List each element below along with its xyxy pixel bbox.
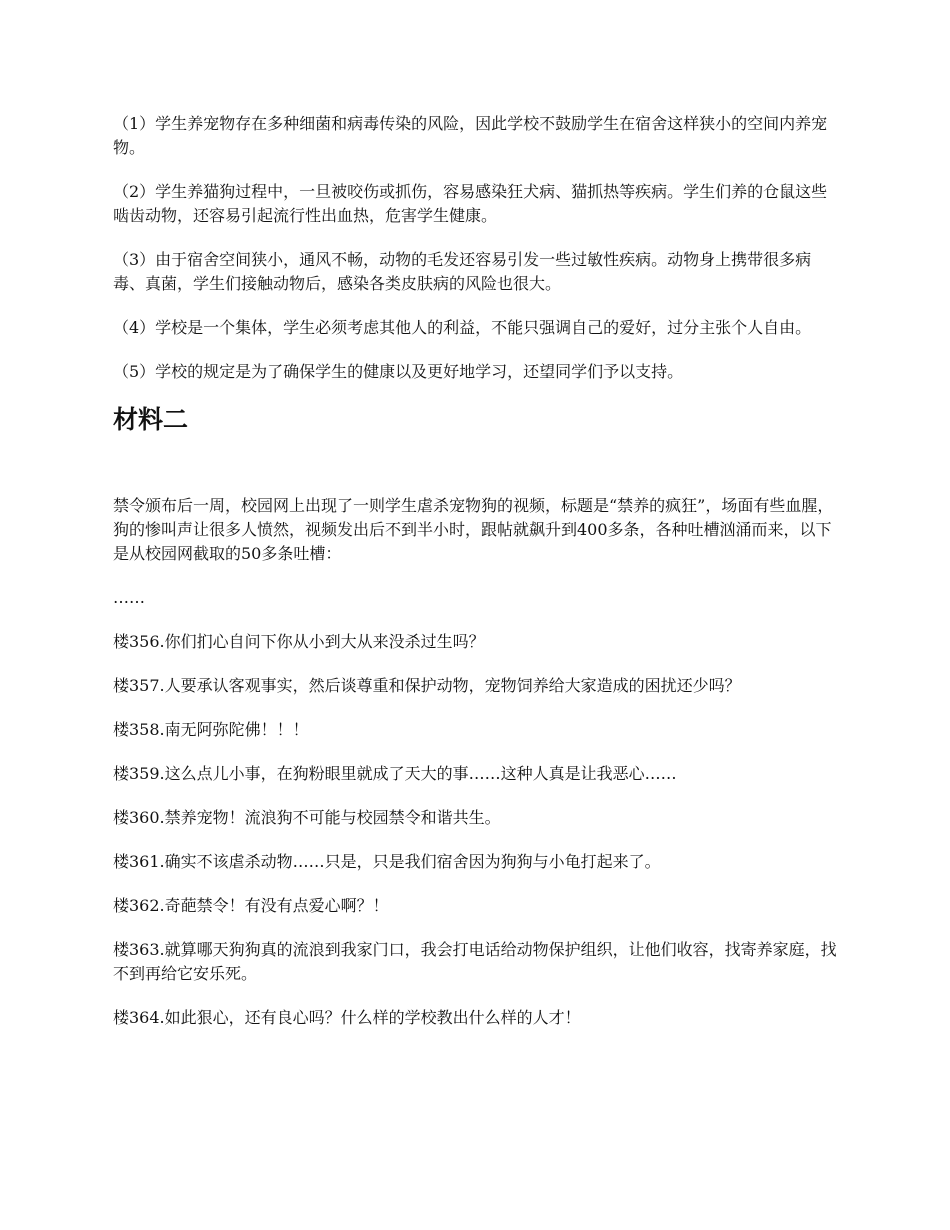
point-2: （2）学生养猫狗过程中，一旦被咬伤或抓伤，容易感染狂犬病、猫抓热等疾病。学生们养的仓鼠这些啮齿动物，还容易引起流行性出血热，危害学生健康。 — [113, 182, 828, 225]
intro-paragraph: 禁令颁布后一周，校园网上出现了一则学生虐杀宠物狗的视频，标题是“禁养的疯狂”，场面有些血腥，狗的惨叫声让很多人愤然，视频发出后不到半小时，跟帖就飙升到400多条，各种吐槽汹涌而来，以下是从校园网截取的50多条吐槽： — [113, 496, 834, 563]
comment-360: 楼360.禁养宠物！流浪狗不可能与校园禁令和谐共生。 — [113, 808, 501, 827]
comment-356: 楼356.你们扪心自问下你从小到大从来没杀过生吗？ — [113, 632, 485, 651]
point-4: （4）学校是一个集体，学生必须考虑其他人的利益，不能只强调自己的爱好，过分主张个人自由。 — [113, 318, 812, 337]
comment-357: 楼357.人要承认客观事实，然后谈尊重和保护动物，宠物饲养给大家造成的困扰还少吗？ — [113, 676, 741, 695]
point-1: （1）学生养宠物存在多种细菌和病毒传染的风险，因此学校不鼓励学生在宿舍这样狭小的空间内养宠物。 — [113, 114, 828, 157]
comment-362: 楼362.奇葩禁令！有没有点爱心啊？！ — [113, 896, 389, 915]
point-5: （5）学校的规定是为了确保学生的健康以及更好地学习，还望同学们予以支持。 — [113, 362, 684, 381]
comment-359: 楼359.这么点儿小事，在狗粉眼里就成了天大的事……这种人真是让我恶心…… — [113, 764, 677, 783]
ellipsis: …… — [113, 588, 145, 607]
document-page — [113, 112, 843, 1050]
comment-363: 楼363.就算哪天狗狗真的流浪到我家门口，我会打电话给动物保护组织，让他们收容，找寄养家庭，找不到再给它安乐死。 — [113, 940, 837, 983]
comment-364: 楼364.如此狠心，还有良心吗？什么样的学校教出什么样的人才！ — [113, 1008, 581, 1027]
section-heading: 材料二 — [113, 405, 189, 434]
comment-358: 楼358.南无阿弥陀佛！！！ — [113, 720, 309, 739]
comment-361: 楼361.确实不该虐杀动物……只是，只是我们宿舍因为狗狗与小龟打起来了。 — [113, 852, 661, 871]
point-3: （3）由于宿舍空间狭小，通风不畅，动物的毛发还容易引发一些过敏性疾病。动物身上携带很多病毒、真菌，学生们接触动物后，感染各类皮肤病的风险也很大。 — [113, 250, 812, 293]
